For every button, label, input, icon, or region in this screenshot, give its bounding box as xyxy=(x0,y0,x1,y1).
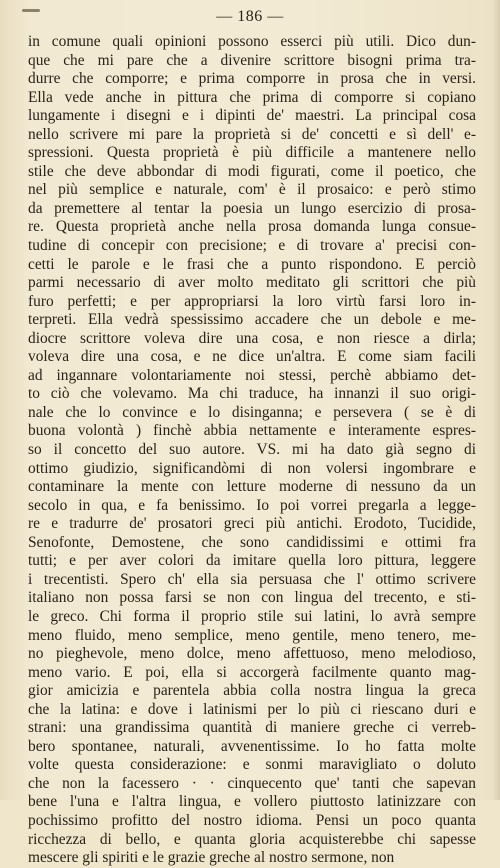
text-line: le greco. Chi forma il proprio stile sui latini, lo avrà sempre xyxy=(28,607,476,625)
text-line: parmi necessario di aver molto meditato gli scrittori che più xyxy=(28,274,476,292)
text-line: cetti le parole e le frasi che a punto rispondono. E perciò xyxy=(28,255,476,273)
text-line: buona volontà ) finchè abbia nettamente e interamente espres- xyxy=(28,422,476,440)
body-text xyxy=(28,33,476,868)
text-line: no pieghevole, meno dolce, meno affettuoso, meno melodioso, xyxy=(28,645,476,663)
text-line: da premettere al tentar la poesia un lungo esercizio di prosa- xyxy=(28,199,476,217)
text-line: to ciò che volevamo. Ma chi traduce, ha innanzi il suo origi- xyxy=(28,385,476,403)
text-line: diocre scrittore voleva dire una cosa, e non riesce a dirla; xyxy=(28,329,476,347)
text-line: re. Questa proprietà anche nella prosa domanda lunga consue- xyxy=(28,218,476,236)
text-line: stile che deve abbondar di modi figurati, come il poetico, che xyxy=(28,162,476,180)
page-number: — 186 — xyxy=(216,8,284,25)
text-line: che non la facessero · · cinquecento que' tanti che sapevan xyxy=(28,774,476,792)
text-line: che la latina: e dove i latinismi per lo più ci riescano duri e xyxy=(28,700,476,718)
text-line: spressioni. Questa proprietà è più difficile a mantenere nello xyxy=(28,144,476,162)
text-line: pochissimo profitto del nostro idioma. Pensi un poco quanta xyxy=(28,811,476,829)
text-line: bene l'una e l'altra lingua, e vollero piuttosto latinizzare con xyxy=(28,793,476,811)
text-line: meno vario. E poi, ella si accorgerà facilmente quanto mag- xyxy=(28,663,476,681)
text-line: mescere gli spiriti e le grazie greche al nostro sermone, non xyxy=(28,849,395,867)
text-line: nello scrivere mi pare la proprietà si de' concetti e sì dell' e- xyxy=(28,125,476,143)
text-line: gior amicizia e parentela abbia colla nostra lingua la greca xyxy=(28,682,476,700)
text-line: ad ingannare volontariamente noi stessi, perchè abbiamo det- xyxy=(28,366,476,384)
text-line: meno fluido, meno semplice, meno gentile, meno tenero, me- xyxy=(28,626,476,644)
text-line: ricchezza di bello, e quanta gloria acquisterebbe chi sapesse xyxy=(28,830,476,848)
text-line: durre che comporre; e prima comporre in prosa che in versi. xyxy=(28,70,476,88)
text-line: furo perfetti; e per appropriarsi la loro virtù farsi loro in- xyxy=(28,292,476,310)
text-line: so il concetto del suo autore. VS. mi ha dato già segno di xyxy=(28,441,476,459)
text-line: lungamente i disegni e i dipinti de' maestri. La principal cosa xyxy=(28,107,476,125)
text-line: i trecentisti. Spero ch' ella sia persuasa che l' ottimo scrivere xyxy=(28,570,476,588)
text-line: ottimo giudizio, significandòmi di non volersi ingombrare e xyxy=(28,459,476,477)
text-line: secolo in qua, e fa benissimo. Io poi vorrei pregarla a legge- xyxy=(28,496,476,514)
text-line: voleva dire una cosa, e ne dice un'altra. E come siam facili xyxy=(28,348,476,366)
text-line: re e tradurre de' prosatori greci più antichi. Erodoto, Tucidide, xyxy=(28,515,476,533)
text-line: strani: una grandissima quantità di maniere greche ci verreb- xyxy=(28,719,476,737)
text-line: Senofonte, Demostene, che sono candidissimi e ottimi fra xyxy=(28,533,476,551)
page-edge-shadow xyxy=(492,0,500,800)
text-line: terpreti. Ella vedrà spessissimo accadere che un debole e me- xyxy=(28,311,476,329)
text-line: tutti; e per aver colori da imitare quella loro pittura, leggere xyxy=(28,552,476,570)
text-line: contaminare la mente con letture moderne di nessuno da un xyxy=(28,478,476,496)
text-line: bero spontanee, naturali, avvenentissime. Io ho fatta molte xyxy=(28,737,476,755)
text-line: italiano non possa farsi se non con lingua del trecento, e sti- xyxy=(28,589,476,607)
text-line: que che mi pare che a divenire scrittore bisogni prima tra- xyxy=(28,51,476,69)
text-line: Ella vede anche in pittura che prima di comporre si copiano xyxy=(28,88,476,106)
text-line: volte questa considerazione: e sonmi maravigliato o doluto xyxy=(28,756,476,774)
text-line: nel più semplice e naturale, com' è il prosaico: e però stimo xyxy=(28,181,476,199)
text-line: in comune quali opinioni possono esserci più utili. Dico dun- xyxy=(28,33,476,50)
text-line: tudine di concepir con precisione; e di trovare a' precisi con- xyxy=(28,237,476,255)
text-line: nale che lo convince e lo disinganna; e persevera ( se è di xyxy=(28,403,476,421)
